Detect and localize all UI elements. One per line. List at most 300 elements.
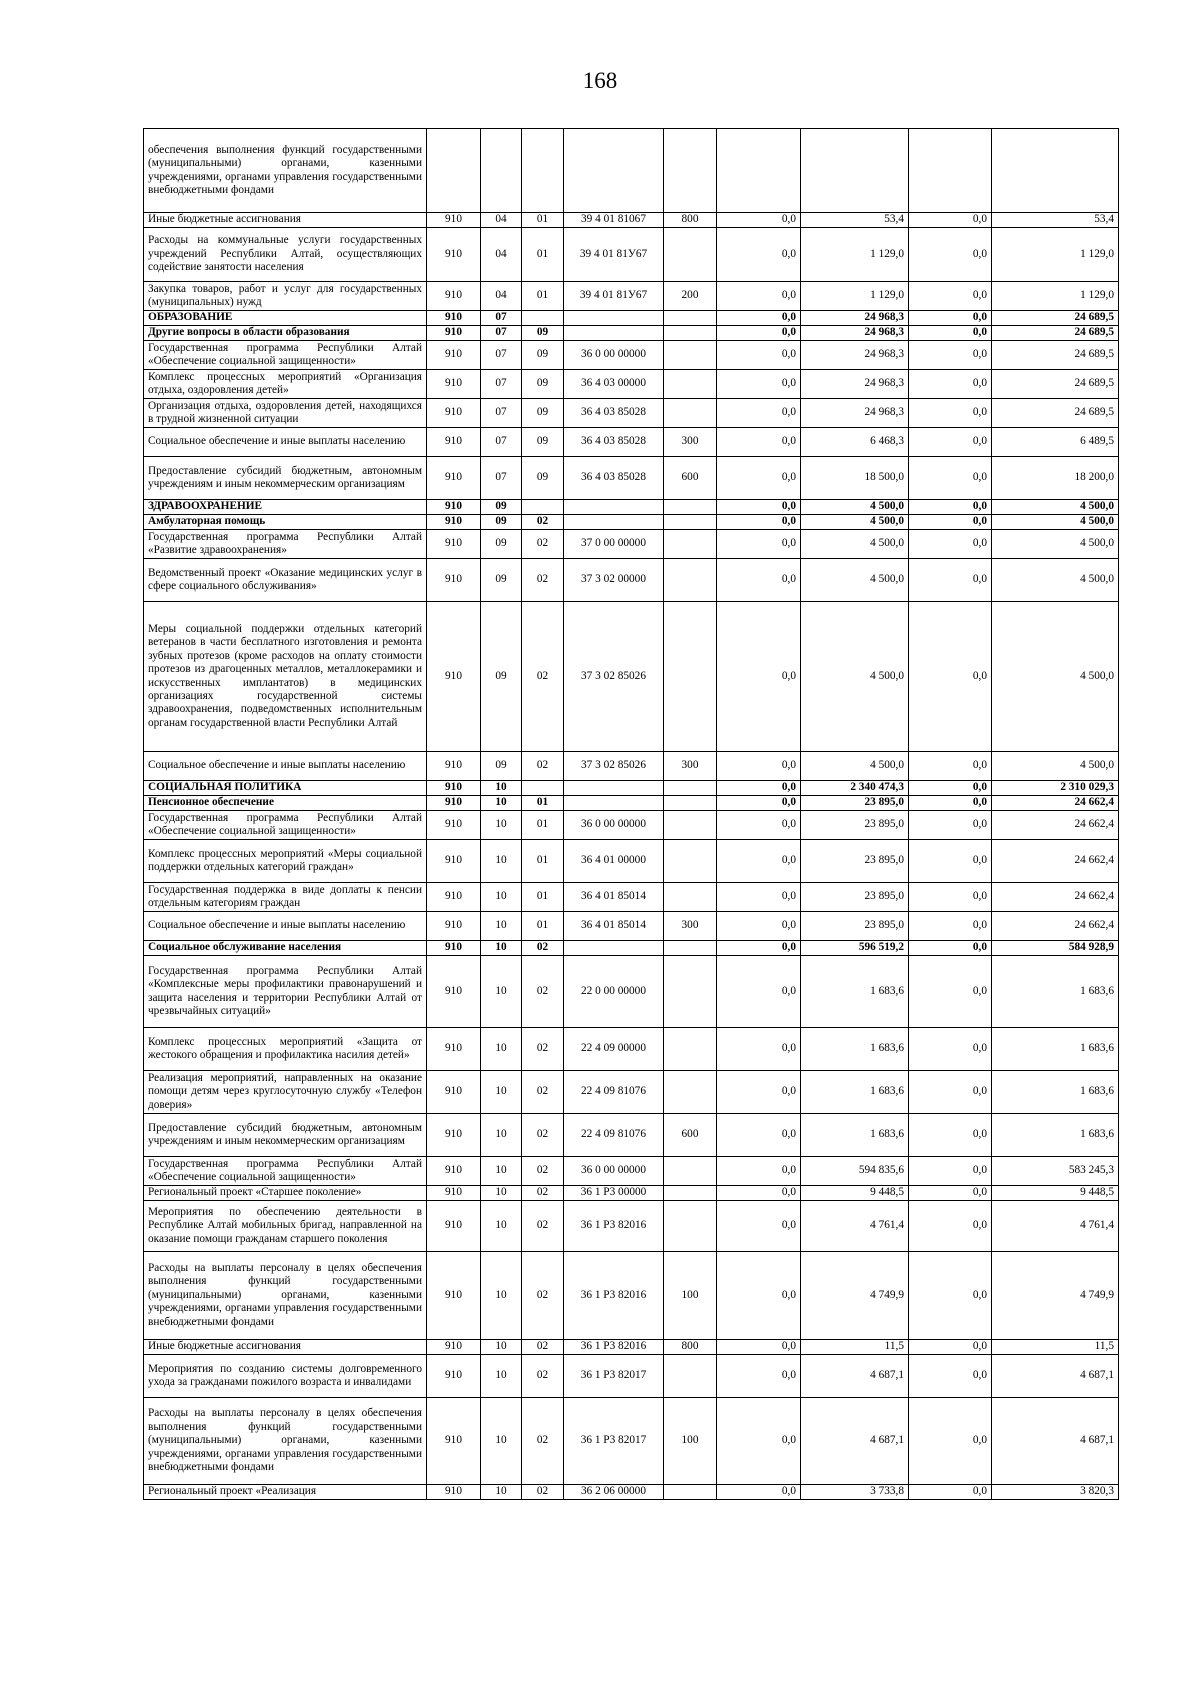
row-sum-3: 0,0 <box>909 912 992 941</box>
row-sum-3: 0,0 <box>909 941 992 956</box>
row-pr: 02 <box>522 752 564 781</box>
row-csr: 36 4 01 85014 <box>564 883 664 912</box>
row-sum-1: 0,0 <box>717 341 801 370</box>
row-rz: 10 <box>481 941 522 956</box>
row-gr: 910 <box>427 840 481 883</box>
row-sum-3: 0,0 <box>909 796 992 811</box>
row-rz: 10 <box>481 1071 522 1114</box>
row-sum-3: 0,0 <box>909 781 992 796</box>
row-name: Меры социальной поддержки отдельных категорий ветеранов в части бесплатного изготовления и ремонта зубных протезов (кроме расходов на оплату стоимости протезов из драгоценных металлов, металлокерамики и искусственных имплантатов) в медицинских организациях государственной системы здравоохранения, подведомственных исполнительным органам государственной власти Республики Алтай <box>144 602 427 752</box>
row-sum-4: 11,5 <box>992 1340 1119 1355</box>
row-sum-2: 9 448,5 <box>801 1186 909 1201</box>
row-sum-1: 0,0 <box>717 1485 801 1500</box>
row-pr: 02 <box>522 530 564 559</box>
row-rz: 07 <box>481 428 522 457</box>
row-sum-1: 0,0 <box>717 1071 801 1114</box>
row-vr <box>664 811 717 840</box>
row-sum-4: 4 687,1 <box>992 1355 1119 1398</box>
row-pr: 02 <box>522 602 564 752</box>
row-gr: 910 <box>427 1340 481 1355</box>
row-sum-3: 0,0 <box>909 811 992 840</box>
row-pr: 01 <box>522 883 564 912</box>
row-rz: 10 <box>481 1355 522 1398</box>
row-vr <box>664 883 717 912</box>
row-pr: 01 <box>522 840 564 883</box>
row-sum-1: 0,0 <box>717 500 801 515</box>
row-sum-4: 1 129,0 <box>992 228 1119 282</box>
row-gr: 910 <box>427 1028 481 1071</box>
row-name: Амбулаторная помощь <box>144 515 427 530</box>
row-sum-3: 0,0 <box>909 311 992 326</box>
row-pr: 02 <box>522 1114 564 1157</box>
row-sum-3: 0,0 <box>909 1398 992 1485</box>
row-name: Иные бюджетные ассигнования <box>144 1340 427 1355</box>
row-sum-2: 1 129,0 <box>801 282 909 311</box>
row-name: Пенсионное обеспечение <box>144 796 427 811</box>
row-sum-2: 1 683,6 <box>801 1114 909 1157</box>
row-rz: 10 <box>481 1186 522 1201</box>
row-name: Иные бюджетные ассигнования <box>144 213 427 228</box>
row-gr: 910 <box>427 811 481 840</box>
table-row <box>144 941 1119 956</box>
row-name: Расходы на коммунальные услуги государственных учреждений Республики Алтай, осуществляющих содействие занятости населения <box>144 228 427 282</box>
row-rz: 10 <box>481 883 522 912</box>
table-row <box>144 1157 1119 1186</box>
row-csr: 36 4 03 00000 <box>564 370 664 399</box>
row-vr <box>664 500 717 515</box>
row-pr: 09 <box>522 370 564 399</box>
row-csr: 36 1 Р3 82017 <box>564 1398 664 1485</box>
row-rz: 07 <box>481 370 522 399</box>
row-gr: 910 <box>427 941 481 956</box>
row-sum-3: 0,0 <box>909 1201 992 1252</box>
row-vr: 300 <box>664 912 717 941</box>
row-sum-3: 0,0 <box>909 752 992 781</box>
row-sum-1: 0,0 <box>717 883 801 912</box>
table-row <box>144 912 1119 941</box>
table-row <box>144 213 1119 228</box>
row-pr: 01 <box>522 811 564 840</box>
row-name: Комплекс процессных мероприятий «Организация отдыха, оздоровления детей» <box>144 370 427 399</box>
row-sum-3: 0,0 <box>909 515 992 530</box>
row-gr: 910 <box>427 752 481 781</box>
row-sum-4: 4 687,1 <box>992 1398 1119 1485</box>
row-sum-1: 0,0 <box>717 781 801 796</box>
row-sum-3: 0,0 <box>909 399 992 428</box>
row-gr: 910 <box>427 311 481 326</box>
row-sum-3: 0,0 <box>909 1340 992 1355</box>
row-sum-1: 0,0 <box>717 1398 801 1485</box>
row-sum-3: 0,0 <box>909 213 992 228</box>
row-sum-3: 0,0 <box>909 500 992 515</box>
row-name: Расходы на выплаты персоналу в целях обеспечения выполнения функций государственными (муниципальными) органами, казенными учреждениями, органами управления государственными внебюджетными фондами <box>144 1398 427 1485</box>
row-rz: 09 <box>481 530 522 559</box>
row-sum-4: 4 500,0 <box>992 530 1119 559</box>
row-sum-3 <box>909 129 992 213</box>
row-pr: 01 <box>522 213 564 228</box>
row-gr <box>427 129 481 213</box>
row-sum-2: 24 968,3 <box>801 341 909 370</box>
row-gr: 910 <box>427 1485 481 1500</box>
row-rz: 10 <box>481 840 522 883</box>
row-sum-4: 2 310 029,3 <box>992 781 1119 796</box>
row-sum-2: 6 468,3 <box>801 428 909 457</box>
table-row <box>144 341 1119 370</box>
row-vr: 800 <box>664 213 717 228</box>
row-sum-1: 0,0 <box>717 796 801 811</box>
table-row <box>144 602 1119 752</box>
row-sum-4: 9 448,5 <box>992 1186 1119 1201</box>
row-sum-4: 4 500,0 <box>992 500 1119 515</box>
row-csr: 36 1 Р3 82016 <box>564 1340 664 1355</box>
row-sum-1: 0,0 <box>717 1157 801 1186</box>
row-vr: 800 <box>664 1340 717 1355</box>
row-pr: 02 <box>522 559 564 602</box>
table-row <box>144 840 1119 883</box>
table-row <box>144 1114 1119 1157</box>
table-row <box>144 796 1119 811</box>
row-csr: 36 2 06 00000 <box>564 1485 664 1500</box>
row-sum-4: 24 662,4 <box>992 811 1119 840</box>
row-sum-1: 0,0 <box>717 1340 801 1355</box>
row-name: Реализация мероприятий, направленных на оказание помощи детям через круглосуточную службу «Телефон доверия» <box>144 1071 427 1114</box>
row-sum-2: 23 895,0 <box>801 811 909 840</box>
row-gr: 910 <box>427 399 481 428</box>
row-name: Мероприятия по обеспечению деятельности в Республике Алтай мобильных бригад, направленной на оказание помощи гражданам старшего поколения <box>144 1201 427 1252</box>
row-sum-3: 0,0 <box>909 457 992 500</box>
row-sum-3: 0,0 <box>909 326 992 341</box>
row-gr: 910 <box>427 1201 481 1252</box>
row-name: Социальное обеспечение и иные выплаты населению <box>144 428 427 457</box>
row-gr: 910 <box>427 428 481 457</box>
table-row <box>144 559 1119 602</box>
row-pr <box>522 129 564 213</box>
row-sum-4: 24 689,5 <box>992 370 1119 399</box>
row-csr: 39 4 01 81У67 <box>564 282 664 311</box>
row-csr: 37 3 02 85026 <box>564 752 664 781</box>
row-rz: 10 <box>481 1485 522 1500</box>
row-name: Региональный проект «Старшее поколение» <box>144 1186 427 1201</box>
row-sum-1: 0,0 <box>717 941 801 956</box>
row-csr: 22 4 09 81076 <box>564 1071 664 1114</box>
row-pr: 02 <box>522 1201 564 1252</box>
row-sum-1: 0,0 <box>717 1201 801 1252</box>
row-gr: 910 <box>427 796 481 811</box>
row-vr: 100 <box>664 1398 717 1485</box>
row-rz: 10 <box>481 811 522 840</box>
row-name: Другие вопросы в области образования <box>144 326 427 341</box>
row-vr: 300 <box>664 428 717 457</box>
row-sum-2: 4 500,0 <box>801 530 909 559</box>
row-csr: 22 0 00 00000 <box>564 956 664 1028</box>
row-csr <box>564 500 664 515</box>
row-sum-4: 584 928,9 <box>992 941 1119 956</box>
row-sum-3: 0,0 <box>909 341 992 370</box>
row-csr: 36 0 00 00000 <box>564 341 664 370</box>
table-row <box>144 370 1119 399</box>
row-gr: 910 <box>427 530 481 559</box>
row-sum-4: 4 500,0 <box>992 752 1119 781</box>
row-sum-4: 1 683,6 <box>992 1114 1119 1157</box>
row-sum-1: 0,0 <box>717 752 801 781</box>
row-sum-3: 0,0 <box>909 559 992 602</box>
row-sum-3: 0,0 <box>909 956 992 1028</box>
row-gr: 910 <box>427 282 481 311</box>
row-csr: 36 0 00 00000 <box>564 1157 664 1186</box>
table-row <box>144 1355 1119 1398</box>
page-number: 168 <box>582 68 618 93</box>
row-pr: 02 <box>522 1340 564 1355</box>
table-body <box>144 129 1119 1500</box>
row-sum-2: 24 968,3 <box>801 326 909 341</box>
table-row <box>144 500 1119 515</box>
row-csr: 39 4 01 81У67 <box>564 228 664 282</box>
row-sum-1: 0,0 <box>717 370 801 399</box>
row-sum-4: 4 500,0 <box>992 602 1119 752</box>
row-pr: 02 <box>522 941 564 956</box>
row-csr: 36 4 03 85028 <box>564 399 664 428</box>
row-sum-3: 0,0 <box>909 883 992 912</box>
table-row <box>144 1485 1119 1500</box>
row-gr: 910 <box>427 515 481 530</box>
row-vr <box>664 1186 717 1201</box>
table-row <box>144 428 1119 457</box>
row-sum-1: 0,0 <box>717 282 801 311</box>
row-sum-4: 4 500,0 <box>992 559 1119 602</box>
row-sum-4: 4 761,4 <box>992 1201 1119 1252</box>
row-rz: 09 <box>481 515 522 530</box>
table-row <box>144 399 1119 428</box>
row-csr: 36 4 03 85028 <box>564 457 664 500</box>
table-row <box>144 1398 1119 1485</box>
row-vr: 200 <box>664 282 717 311</box>
row-pr: 02 <box>522 1485 564 1500</box>
row-sum-1: 0,0 <box>717 213 801 228</box>
table-row <box>144 311 1119 326</box>
row-sum-2: 24 968,3 <box>801 311 909 326</box>
row-rz: 10 <box>481 1201 522 1252</box>
row-pr: 01 <box>522 228 564 282</box>
row-pr <box>522 311 564 326</box>
row-sum-1: 0,0 <box>717 840 801 883</box>
row-gr: 910 <box>427 956 481 1028</box>
row-sum-1: 0,0 <box>717 1186 801 1201</box>
row-sum-2: 4 687,1 <box>801 1355 909 1398</box>
row-csr <box>564 311 664 326</box>
row-vr: 600 <box>664 457 717 500</box>
row-name: ОБРАЗОВАНИЕ <box>144 311 427 326</box>
row-name: Социальное обеспечение и иные выплаты населению <box>144 752 427 781</box>
row-sum-2: 4 761,4 <box>801 1201 909 1252</box>
row-csr: 22 4 09 00000 <box>564 1028 664 1071</box>
row-sum-4: 24 689,5 <box>992 311 1119 326</box>
row-sum-3: 0,0 <box>909 1485 992 1500</box>
row-sum-2: 24 968,3 <box>801 399 909 428</box>
row-sum-1: 0,0 <box>717 311 801 326</box>
row-sum-4: 4 749,9 <box>992 1252 1119 1340</box>
row-pr: 09 <box>522 457 564 500</box>
row-sum-3: 0,0 <box>909 1157 992 1186</box>
table-row <box>144 1252 1119 1340</box>
row-vr: 300 <box>664 752 717 781</box>
row-sum-1: 0,0 <box>717 1355 801 1398</box>
row-rz: 09 <box>481 500 522 515</box>
row-pr: 02 <box>522 1028 564 1071</box>
row-gr: 910 <box>427 883 481 912</box>
row-gr: 910 <box>427 912 481 941</box>
row-sum-2: 23 895,0 <box>801 840 909 883</box>
row-sum-1: 0,0 <box>717 428 801 457</box>
row-sum-2: 1 683,6 <box>801 1028 909 1071</box>
row-pr: 02 <box>522 1186 564 1201</box>
row-name: Расходы на выплаты персоналу в целях обеспечения выполнения функций государственными (муниципальными) органами, казенными учреждениями, органами управления государственными внебюджетными фондами <box>144 1252 427 1340</box>
row-gr: 910 <box>427 213 481 228</box>
row-sum-4: 3 820,3 <box>992 1485 1119 1500</box>
row-csr: 36 4 01 00000 <box>564 840 664 883</box>
row-vr <box>664 341 717 370</box>
table-row <box>144 1028 1119 1071</box>
row-gr: 910 <box>427 457 481 500</box>
row-name: Предоставление субсидий бюджетным, автономным учреждениям и иным некоммерческим организациям <box>144 1114 427 1157</box>
row-sum-2: 1 683,6 <box>801 956 909 1028</box>
row-sum-1: 0,0 <box>717 559 801 602</box>
row-csr: 36 1 Р3 82016 <box>564 1252 664 1340</box>
row-sum-3: 0,0 <box>909 840 992 883</box>
table-row <box>144 1186 1119 1201</box>
row-sum-2: 4 500,0 <box>801 752 909 781</box>
row-csr <box>564 941 664 956</box>
row-rz: 09 <box>481 602 522 752</box>
row-name: Государственная поддержка в виде доплаты к пенсии отдельным категориям граждан <box>144 883 427 912</box>
row-rz: 04 <box>481 228 522 282</box>
row-vr <box>664 370 717 399</box>
row-sum-2: 4 500,0 <box>801 515 909 530</box>
row-pr: 01 <box>522 912 564 941</box>
row-csr: 37 3 02 85026 <box>564 602 664 752</box>
row-rz: 10 <box>481 1028 522 1071</box>
row-sum-2: 1 129,0 <box>801 228 909 282</box>
row-gr: 910 <box>427 781 481 796</box>
row-pr: 01 <box>522 282 564 311</box>
row-csr <box>564 515 664 530</box>
row-sum-2: 24 968,3 <box>801 370 909 399</box>
row-sum-4: 24 689,5 <box>992 341 1119 370</box>
row-sum-1: 0,0 <box>717 515 801 530</box>
row-rz: 07 <box>481 326 522 341</box>
row-vr <box>664 1028 717 1071</box>
table-row <box>144 530 1119 559</box>
row-vr <box>664 1157 717 1186</box>
row-sum-2: 4 687,1 <box>801 1398 909 1485</box>
row-sum-1: 0,0 <box>717 457 801 500</box>
row-sum-4: 6 489,5 <box>992 428 1119 457</box>
row-csr <box>564 129 664 213</box>
row-sum-2: 4 500,0 <box>801 559 909 602</box>
row-gr: 910 <box>427 1186 481 1201</box>
row-rz: 10 <box>481 912 522 941</box>
row-sum-1: 0,0 <box>717 912 801 941</box>
row-csr: 39 4 01 81067 <box>564 213 664 228</box>
row-sum-2: 23 895,0 <box>801 912 909 941</box>
row-vr: 600 <box>664 1114 717 1157</box>
row-sum-4: 24 689,5 <box>992 326 1119 341</box>
row-gr: 910 <box>427 1398 481 1485</box>
row-gr: 910 <box>427 1355 481 1398</box>
row-vr: 100 <box>664 1252 717 1340</box>
row-rz: 09 <box>481 559 522 602</box>
table-row <box>144 883 1119 912</box>
row-sum-4: 24 662,4 <box>992 912 1119 941</box>
row-csr: 22 4 09 81076 <box>564 1114 664 1157</box>
table-row <box>144 326 1119 341</box>
row-vr <box>664 956 717 1028</box>
row-name: Предоставление субсидий бюджетным, автономным учреждениям и иным некоммерческим организациям <box>144 457 427 500</box>
row-rz <box>481 129 522 213</box>
row-sum-4: 1 129,0 <box>992 282 1119 311</box>
row-gr: 910 <box>427 1157 481 1186</box>
row-vr <box>664 781 717 796</box>
row-sum-2 <box>801 129 909 213</box>
row-pr: 02 <box>522 1252 564 1340</box>
row-vr <box>664 1355 717 1398</box>
row-sum-1: 0,0 <box>717 602 801 752</box>
row-rz: 04 <box>481 213 522 228</box>
row-gr: 910 <box>427 602 481 752</box>
row-sum-2: 3 733,8 <box>801 1485 909 1500</box>
row-name: Государственная программа Республики Алтай «Развитие здравоохранения» <box>144 530 427 559</box>
row-vr <box>664 559 717 602</box>
row-sum-2: 4 500,0 <box>801 602 909 752</box>
row-rz: 10 <box>481 956 522 1028</box>
table-row <box>144 1201 1119 1252</box>
table-row <box>144 282 1119 311</box>
table-row <box>144 515 1119 530</box>
row-name: Региональный проект «Реализация <box>144 1485 427 1500</box>
row-rz: 10 <box>481 796 522 811</box>
row-sum-2: 2 340 474,3 <box>801 781 909 796</box>
row-sum-2: 11,5 <box>801 1340 909 1355</box>
row-gr: 910 <box>427 228 481 282</box>
table-row <box>144 129 1119 213</box>
table-row <box>144 811 1119 840</box>
row-vr <box>664 602 717 752</box>
row-sum-1: 0,0 <box>717 326 801 341</box>
row-name: Государственная программа Республики Алтай «Комплексные меры профилактики правонарушений и защита населения и территории Республики Алтай от чрезвычайных ситуаций» <box>144 956 427 1028</box>
row-sum-4: 4 500,0 <box>992 515 1119 530</box>
row-gr: 910 <box>427 1252 481 1340</box>
row-csr <box>564 326 664 341</box>
row-sum-4: 1 683,6 <box>992 1071 1119 1114</box>
row-gr: 910 <box>427 326 481 341</box>
row-sum-2: 53,4 <box>801 213 909 228</box>
row-rz: 10 <box>481 1398 522 1485</box>
row-sum-3: 0,0 <box>909 228 992 282</box>
row-sum-3: 0,0 <box>909 282 992 311</box>
row-sum-2: 594 835,6 <box>801 1157 909 1186</box>
row-vr <box>664 1485 717 1500</box>
row-vr <box>664 796 717 811</box>
row-sum-4: 1 683,6 <box>992 956 1119 1028</box>
row-csr: 36 4 03 85028 <box>564 428 664 457</box>
row-sum-4: 24 662,4 <box>992 796 1119 811</box>
row-name: Комплекс процессных мероприятий «Меры социальной поддержки отдельных категорий граждан» <box>144 840 427 883</box>
row-sum-1: 0,0 <box>717 399 801 428</box>
row-rz: 09 <box>481 752 522 781</box>
table-row <box>144 781 1119 796</box>
row-sum-1 <box>717 129 801 213</box>
row-sum-4: 24 662,4 <box>992 883 1119 912</box>
row-vr <box>664 840 717 883</box>
